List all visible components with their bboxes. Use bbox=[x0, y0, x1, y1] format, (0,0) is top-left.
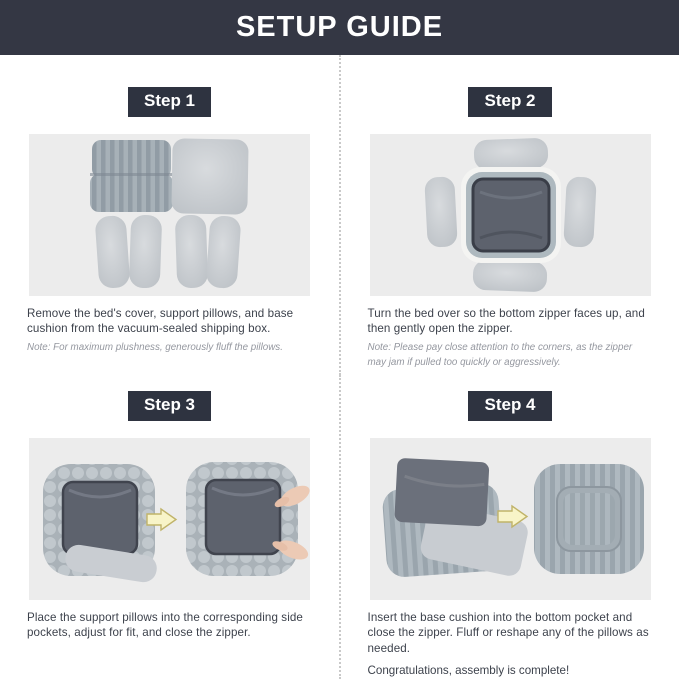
step3-illustration bbox=[29, 438, 310, 600]
base-cushion bbox=[171, 138, 248, 214]
bed-pillow-inserting bbox=[43, 464, 159, 584]
step2-description: Turn the bed over so the bottom zipper faces up, and then gently open the zipper. bbox=[367, 306, 645, 336]
folded-cover bbox=[90, 140, 173, 212]
step3-text bbox=[27, 610, 312, 641]
finished-bed bbox=[534, 464, 644, 574]
bed-bottom-open bbox=[461, 167, 561, 263]
step4-congrats: Congratulations, assembly is complete! bbox=[367, 663, 570, 677]
support-pillows bbox=[95, 214, 242, 289]
steps-grid bbox=[0, 55, 679, 679]
step1-badge: Step 1 bbox=[128, 87, 211, 117]
step4-illustration bbox=[370, 438, 651, 600]
step4-description: Insert the base cushion into the bottom pocket and close the zipper. Fluff or reshape any of the pillows as needed. bbox=[367, 610, 649, 655]
step3-description: Place the support pillows into the corresponding side pockets, adjust for fit, and close the zipper. bbox=[27, 610, 303, 640]
step1-photo-panel bbox=[29, 134, 310, 296]
page-title: SETUP GUIDE bbox=[235, 11, 444, 43]
bed-hands-adjusting bbox=[186, 462, 310, 576]
step1-illustration bbox=[29, 134, 310, 296]
step2-section bbox=[339, 55, 679, 375]
step1-section bbox=[0, 55, 339, 375]
step1-text bbox=[27, 306, 312, 355]
step3-badge: Step 3 bbox=[128, 391, 211, 421]
step4-photo-panel bbox=[370, 438, 651, 600]
step2-note: Note: Please pay close attention to the corners, as the zipper may jam if pulled too quickly or aggressively. bbox=[367, 341, 633, 368]
step4-section bbox=[339, 375, 679, 679]
header-bar bbox=[0, 0, 679, 55]
step3-section bbox=[0, 375, 339, 679]
step4-badge: Step 4 bbox=[468, 391, 551, 421]
step2-badge: Step 2 bbox=[468, 87, 551, 117]
step1-description: Remove the bed's cover, support pillows, and base cushion from the vacuum-sealed shipping box. bbox=[27, 306, 294, 336]
step2-photo-panel bbox=[370, 134, 651, 296]
step1-note: Note: For maximum plushness, generously fluff the pillows. bbox=[27, 341, 283, 353]
step3-photo-panel bbox=[29, 438, 310, 600]
step4-text bbox=[368, 610, 653, 679]
step2-illustration bbox=[370, 134, 651, 296]
step2-text bbox=[368, 306, 653, 370]
